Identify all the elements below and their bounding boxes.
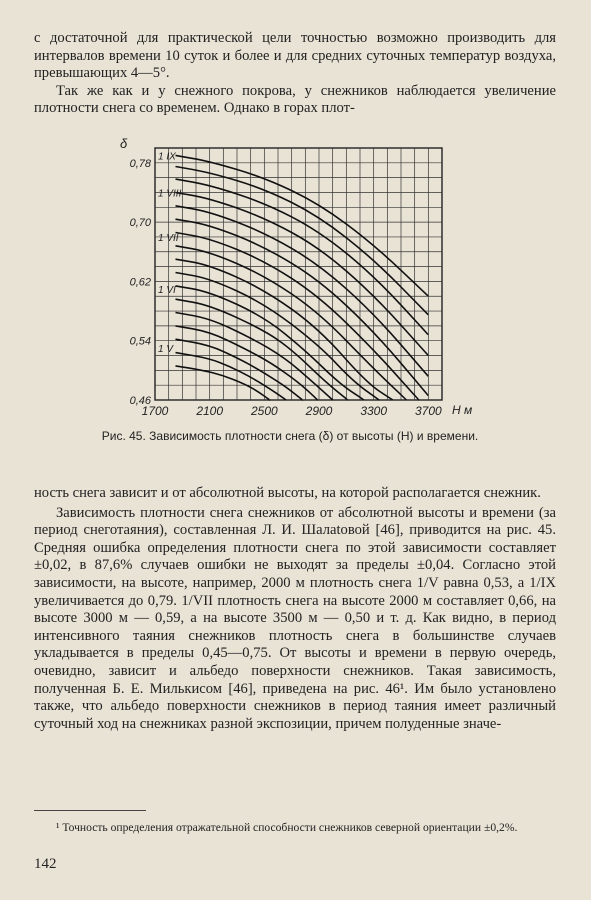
y-tick-label: 0,78 (129, 157, 151, 170)
density-curve (176, 179, 429, 335)
paragraph: Зависимость плотности снега снежников от абсолютной высоты и времени (за период снеготаяния), составленная Л. И. Шалаtовой [46], приводится на рис. 45. Средняя ошибка определения плотности снега по этой зависимости составляет ±0,02, в 87,6% случаев ошибки не выходят за пределы ±0,04. Согласно этой зависимости, на высоте, например, 2000 м плотность снега 1/V равна 0,53, а 1/IX увеличивается до 0,79. 1/VII плотность снега на высоте 2000 м составляет 0,66, на высоте 3000 м — 0,59, а на высоте 3500 м — 0,50 и т. д. Как видно, в период интенсивного таяния снежников плотность снега в большинстве случаев укладывается в пределы 0,45—0,75. От высоты и времени в первую очередь, очевидно, зависит и альбедо поверхности снежников. Такая зависимость, полученная Б. Е. Милькисом [46], приведена на рис. 46¹. Им было установлено также, что альбедо поверхности снежников в период таяния имеет различный суточный ход на снежниках разной экспозиции, причем полуденные значе- (34, 504, 556, 732)
curve-label: 1 IX (158, 151, 176, 163)
y-axis-label: δ (120, 136, 128, 151)
footnote-rule (34, 810, 146, 811)
chart-curves (176, 155, 429, 400)
x-tick-label: 3300 (360, 404, 388, 418)
x-tick-label: 1700 (141, 404, 169, 418)
curve-label: 1 V (158, 344, 174, 356)
text-block-main (34, 485, 556, 733)
y-tick-label: 0,46 (129, 395, 151, 407)
x-axis-label: Н м (452, 403, 473, 417)
page-number: 142 (34, 856, 57, 872)
x-tick-label: 2500 (250, 404, 278, 418)
paragraph: с достаточной для практической цели точностью возможно производить для интервалов времени 10 суток и более и для средних суточных температур воздуха, превышающих 4—5°. (34, 30, 556, 82)
density-chart (100, 134, 480, 424)
figure-caption: Рис. 45. Зависимость плотности снега (δ) от высоты (H) и времени. (101, 429, 479, 443)
curve-label: 1 VI (158, 284, 176, 296)
text-block-top (34, 30, 556, 118)
x-tick-label: 2100 (196, 404, 224, 418)
chart-frame (155, 148, 442, 400)
curve-label: 1 VIII (158, 188, 182, 200)
chart-grid (155, 148, 442, 400)
density-curve (176, 155, 429, 296)
paragraph: ность снега зависит и от абсолютной высоты, на которой располагается снежник. (34, 485, 541, 501)
y-tick-label: 0,70 (129, 217, 151, 230)
y-tick-label: 0,62 (129, 276, 151, 289)
density-curve (176, 366, 270, 400)
paragraph: Так же как и у снежного покрова, у снежников наблюдается увеличение плотности снега со временем. Однако в горах плот- (34, 82, 556, 117)
density-curve (176, 233, 419, 401)
curve-label: 1 VII (158, 232, 179, 244)
x-tick-label: 3700 (414, 404, 442, 418)
density-curve (176, 193, 429, 356)
y-tick-label: 0,54 (129, 335, 151, 348)
chart-curve-labels (158, 151, 182, 355)
density-curve (176, 286, 365, 400)
x-tick-label: 2900 (305, 404, 333, 418)
footnote: ¹ Точность определения отражательной способности снежников северной ориентации ±0,2%. (56, 821, 518, 834)
